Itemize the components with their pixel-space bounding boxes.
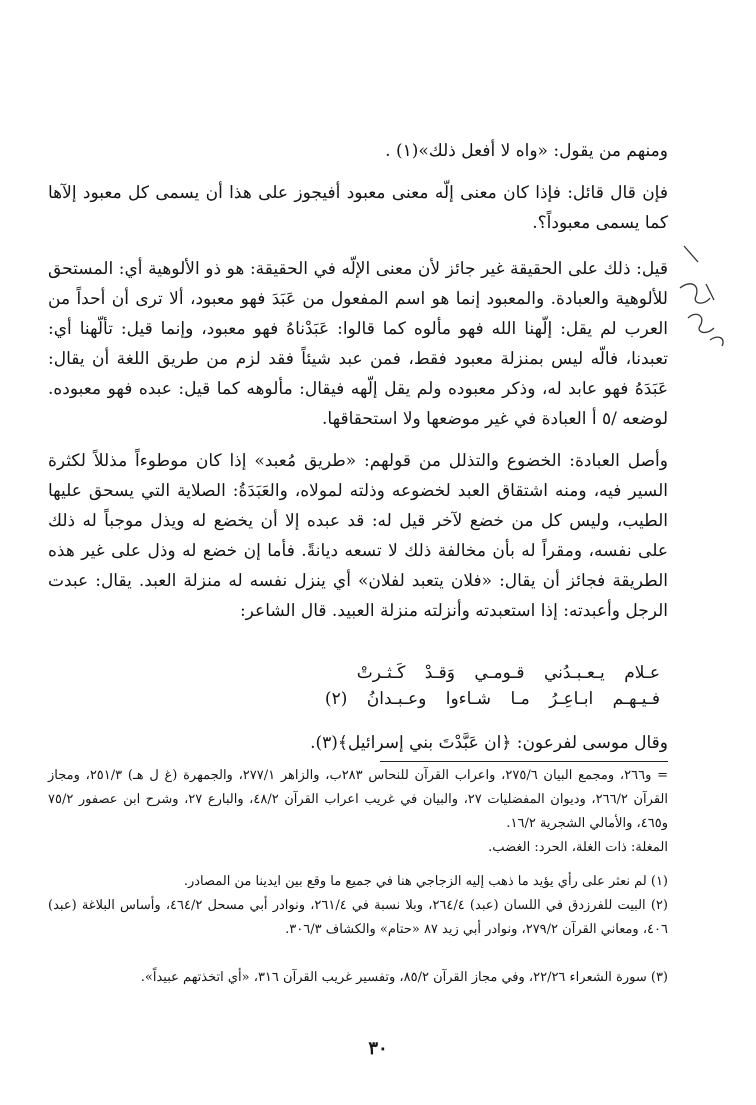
verse-text: عـلام يـعـبـدُني قـومـي وَقـدْ كَـثـرتْ	[356, 663, 660, 683]
handwritten-margin-note-icon	[670, 240, 750, 350]
paragraph-2: فإن قال قائل: فإذا كان معنى إلّه معنى معبود أفيجوز على هذا أن يسمى كل معبود إلآها كما يسمى معبوداً؟.	[48, 183, 668, 233]
paragraph-3: قيل: ذلك على الحقيقة غير جائز لأن معنى الإلّه في الحقيقة: هو ذو الألوهية أي: المستحق للألوهية والعبادة. والمعبود إنما هو اسم المفعول من عَبَدَ فهو معبود، ألا ترى أن أحداً من العرب لم يقل: إلّهنا الله فهو مألوه كما قالوا: عَبَدْناهُ فهو معبود، وإنما قيل: تألّهنا أي: تعبدنا، فالّه ليس بمنزلة معبود فقط، فمن عبد شيئاً فقد لزم من طريق اللغة أن يقال: عَبَدَهُ فهو عابد له، وذكر معبوده ولم يقل إلّهه فيقال: مألوهه كما قيل: عبده فهو معبوده. لوضعه /٥ أ العبادة في غير موضعها ولا استحقاقها.	[48, 259, 668, 429]
verse-text: فـيـهـم ابـاعِـرُ مـا شـاءوا وعـبـدانُ (٢)	[324, 689, 660, 709]
footnote-3: (٣) سورة الشعراء ٢٢/٢٦، وفي مجاز القرآن ٨٥/٢، وتفسير غريب القرآن ٣١٦، «أي اتخذتهم عبيداً».	[140, 970, 668, 985]
footnote-gloss: المغلة: ذات الغلة، الحرد: الغضب.	[488, 840, 668, 855]
footnote-2: (٢) البيت للفرزدق في اللسان (عبد) ٢٦٤/٤، وبلا نسبة في ٢٦١/٤، ونوادر أبي مسحل ٤٦٤/٢، وأساس البلاغة (عبد) ٤٠٦، ومعاني القرآن ٢٧٩/٢، ونوادر أبي زيد ٨٧ «حتام» والكشاف ٣٠٦/٣.	[48, 898, 668, 937]
page-number: ٣٠	[368, 1038, 388, 1059]
footnote-divider	[380, 761, 668, 762]
footnote-1: (١) لم نعثر على رأي يؤيد ما ذهب إليه الزجاجي هنا في جميع ما وقع بين ايدينا من المصادر.	[183, 874, 668, 889]
paragraph-1: ومنهم من يقول: «واه لا أفعل ذلك»(١) .	[385, 141, 668, 161]
poem-verse-line-2	[70, 684, 720, 714]
paragraph-5: وقال موسى لفرعون: ﴿ان عَبَّدْتَ بني إسرائيل﴾(٣).	[310, 733, 668, 753]
footnote-continued-text: = و٢٦٦، ومجمع البيان ٢٧٥/٦، واعراب القرآن للنحاس ٢٨٣ب، والزاهر ٢٧٧/١، والجمهرة (غ ل هـ) ٢٥١/٣، ومجاز القرآن ٢٦٦/٢، وديوان المفضليات ٢٧، والبيان في غريب اعراب القرآن ٤٨/٢، والبارع ٢٧، وشرح ابن عصفور ٧٥/٢ و٤٦٥، والأمالي الشجرية ١٦/٢.	[48, 768, 668, 831]
paragraph-4: وأصل العبادة: الخضوع والتذلل من قولهم: «طريق مُعبد» إذا كان موطوءاً مذللاً لكثرة السير فيه، ومنه اشتقاق العبد لخضوعه وذلته لمولاه، والعَبَدَةُ: الصلاية التي يسحق عليها الطيب، وليس كل من خضع لآخر قيل له: قد عبده إلا أن يخضع له ويذل موجباً له ذلك على نفسه، ومقراً له بأن مخالفة ذلك لا تسعه ديانةً. فأما إن خضع له وذل على غير هذه الطريقة فجائز أن يقال: «فلان يتعبد لفلان» أي ينزل نفسه له منزلة العبد. يقال: عبدت الرجل وأعبدته: إذا استعبدته وأنزلته منزلة العبيد. قال الشاعر:	[48, 451, 668, 621]
footnote-continued	[48, 764, 668, 860]
